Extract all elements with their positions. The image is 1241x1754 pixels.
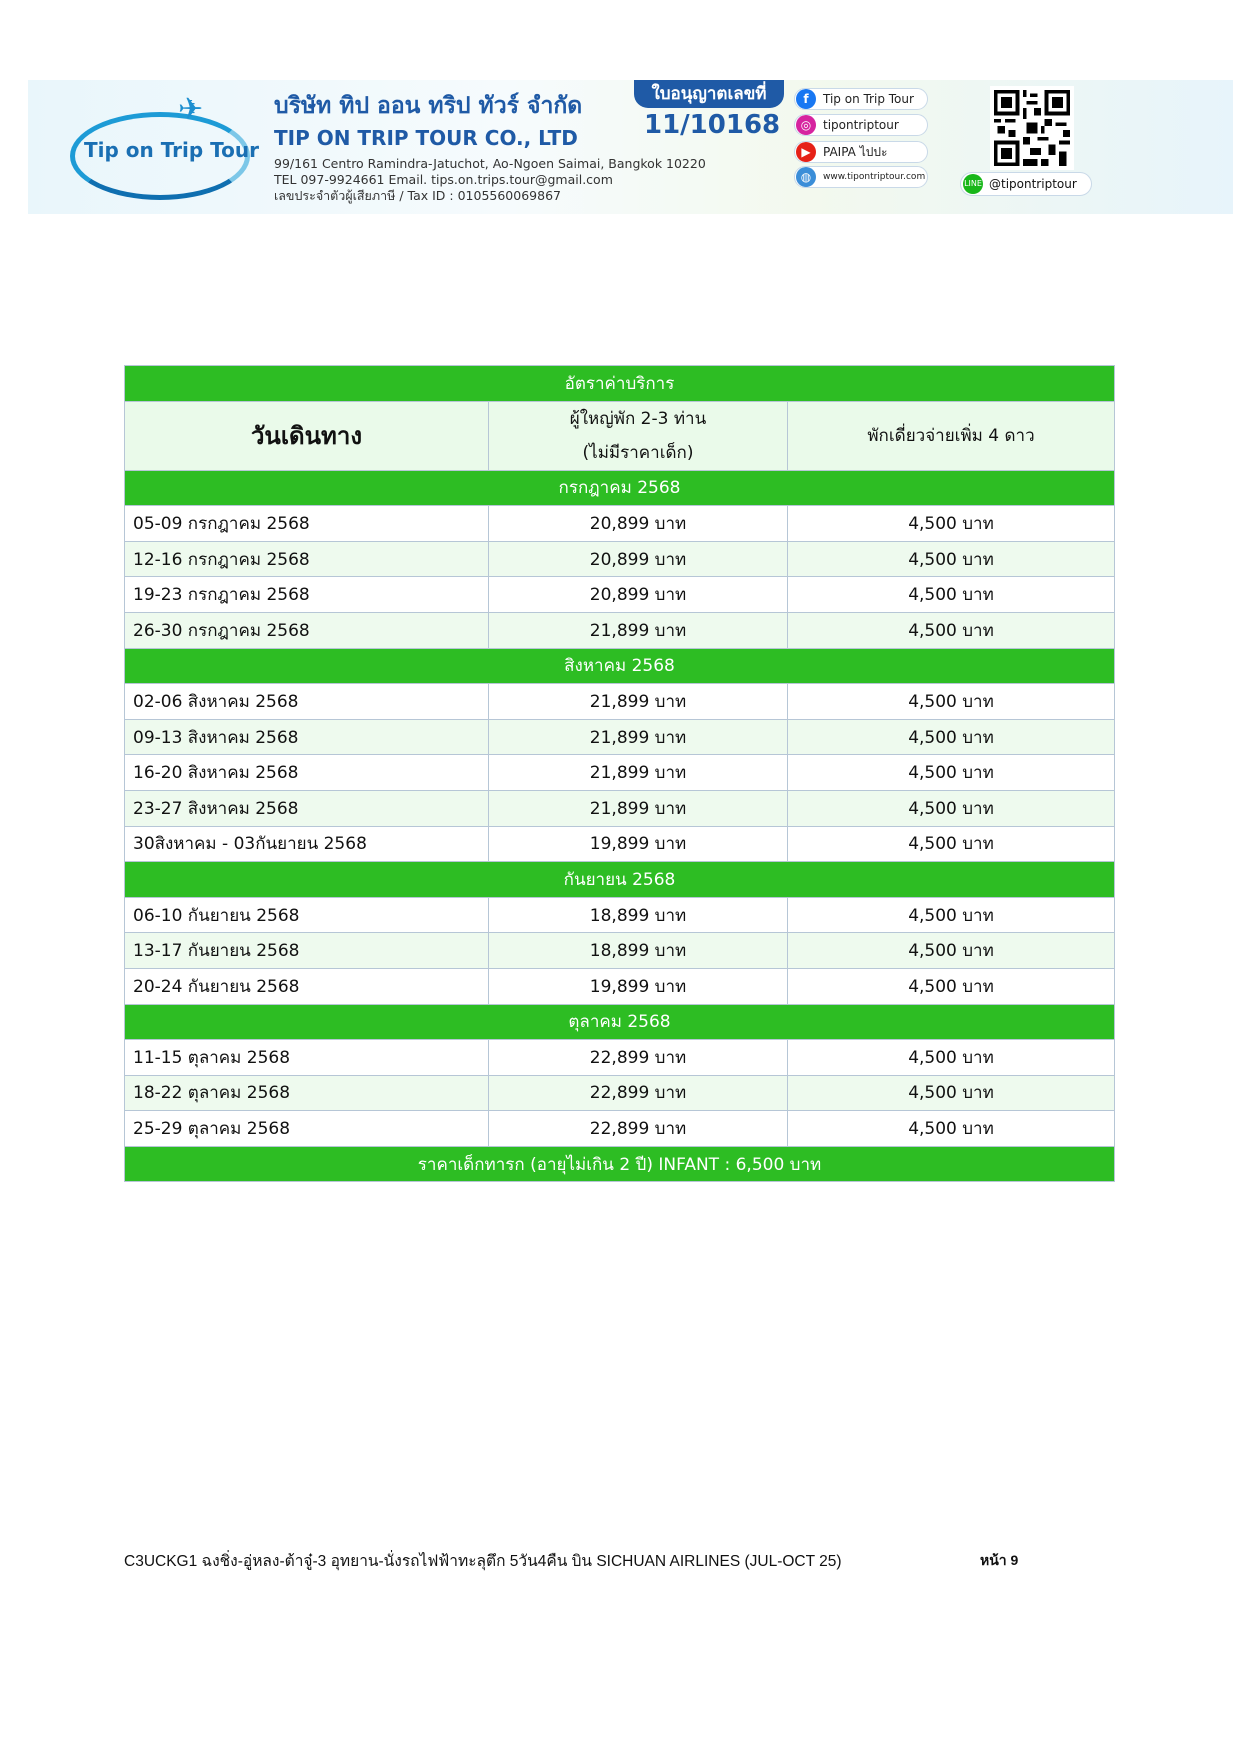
adult-price-cell: 20,899 บาท [489,506,788,542]
adult-price-cell: 20,899 บาท [489,541,788,577]
single-supplement-cell: 4,500 บาท [788,1075,1115,1111]
company-address: 99/161 Centro Ramindra-Jatuchot, Ao-Ngoen Saimai, Bangkok 10220 [274,156,706,171]
col-header-adult [489,401,788,470]
adult-price-cell: 22,899 บาท [489,1040,788,1076]
travel-date-cell: 05-09 กรกฎาคม 2568 [125,506,489,542]
travel-date-cell: 18-22 ตุลาคม 2568 [125,1075,489,1111]
instagram-link[interactable] [794,114,928,136]
web-icon: ◍ [796,167,816,187]
single-supplement-cell: 4,500 บาท [788,577,1115,613]
license-label: ใบอนุญาตเลขที่ [634,80,784,108]
table-row [125,1040,1115,1076]
month-header-row [125,648,1115,684]
website-link[interactable] [794,166,928,188]
month-header-row [125,862,1115,898]
table-row [125,790,1115,826]
table-title-row [125,366,1115,402]
youtube-label: PAIPA ไปปะ [823,145,888,159]
adult-price-cell: 18,899 บาท [489,933,788,969]
travel-date-cell: 30สิงหาคม - 03กันยายน 2568 [125,826,489,862]
month-header-row [125,1004,1115,1040]
table-row [125,577,1115,613]
table-row [125,541,1115,577]
travel-date-cell: 11-15 ตุลาคม 2568 [125,1040,489,1076]
col-header-adult-line1: ผู้ใหญ่พัก 2-3 ท่าน [569,408,707,429]
adult-price-cell: 21,899 บาท [489,755,788,791]
line-icon: LINE [963,174,983,194]
month-header: สิงหาคม 2568 [125,648,1115,684]
adult-price-cell: 20,899 บาท [489,577,788,613]
table-row [125,1111,1115,1147]
month-header: ตุลาคม 2568 [125,1004,1115,1040]
single-supplement-cell: 4,500 บาท [788,755,1115,791]
adult-price-cell: 19,899 บาท [489,826,788,862]
price-table [124,365,1115,1182]
month-header-row [125,470,1115,506]
single-supplement-cell: 4,500 บาท [788,612,1115,648]
single-supplement-cell: 4,500 บาท [788,684,1115,720]
travel-date-cell: 20-24 กันยายน 2568 [125,968,489,1004]
single-supplement-cell: 4,500 บาท [788,719,1115,755]
website-label: www.tipontriptour.com [823,172,926,182]
page-number: หน้า 9 [980,1552,1019,1568]
single-supplement-cell: 4,500 บาท [788,790,1115,826]
adult-price-cell: 21,899 บาท [489,719,788,755]
company-name-en: TIP ON TRIP TOUR CO., LTD [274,126,578,150]
table-row [125,612,1115,648]
travel-date-cell: 19-23 กรกฎาคม 2568 [125,577,489,613]
table-header-row [125,401,1115,470]
company-logo [68,92,259,202]
company-contact: TEL 097-9924661 Email. tips.on.trips.tour@gmail.com [274,172,613,187]
travel-date-cell: 12-16 กรกฎาคม 2568 [125,541,489,577]
table-row [125,897,1115,933]
single-supplement-cell: 4,500 บาท [788,541,1115,577]
infant-note: ราคาเด็กทารก (อายุไม่เกิน 2 ปี) INFANT : 6,500 บาท [125,1146,1115,1182]
single-supplement-cell: 4,500 บาท [788,897,1115,933]
adult-price-cell: 22,899 บาท [489,1075,788,1111]
instagram-label: tipontriptour [823,118,899,132]
travel-date-cell: 16-20 สิงหาคม 2568 [125,755,489,791]
line-link[interactable] [960,172,1092,196]
instagram-icon: ◎ [796,115,816,135]
col-header-adult-line2: (ไม่มีราคาเด็ก) [582,442,694,463]
travel-date-cell: 13-17 กันยายน 2568 [125,933,489,969]
logo-text: Tip on Trip Tour [84,138,259,162]
facebook-icon: f [796,89,816,109]
youtube-link[interactable] [794,141,928,163]
header-banner [28,80,1233,214]
table-row [125,506,1115,542]
youtube-icon: ▶ [796,142,816,162]
adult-price-cell: 21,899 บาท [489,612,788,648]
month-header: กันยายน 2568 [125,862,1115,898]
adult-price-cell: 18,899 บาท [489,897,788,933]
plane-icon: ✈ [178,92,204,127]
col-header-single: พักเดี่ยวจ่ายเพิ่ม 4 ดาว [788,401,1115,470]
company-name-th: บริษัท ทิป ออน ทริป ทัวร์ จำกัด [274,93,583,119]
table-row [125,826,1115,862]
single-supplement-cell: 4,500 บาท [788,1111,1115,1147]
facebook-link[interactable] [794,88,928,110]
adult-price-cell: 21,899 บาท [489,684,788,720]
travel-date-cell: 09-13 สิงหาคม 2568 [125,719,489,755]
program-footer: C3UCKG1 ฉงชิ่ง-อู่หลง-ต้าจู๋-3 อุทยาน-นั่งรถไฟฟ้าทะลุตึก 5วัน4คืน บิน SICHUAN AIRLINES (JUL-OCT 25) [124,1553,842,1570]
line-label: @tipontriptour [989,177,1077,191]
infant-note-row [125,1146,1115,1182]
table-row [125,684,1115,720]
facebook-label: Tip on Trip Tour [823,92,914,106]
table-row [125,755,1115,791]
table-row [125,933,1115,969]
travel-date-cell: 23-27 สิงหาคม 2568 [125,790,489,826]
adult-price-cell: 19,899 บาท [489,968,788,1004]
table-title: อัตราค่าบริการ [125,366,1115,402]
single-supplement-cell: 4,500 บาท [788,506,1115,542]
col-header-date: วันเดินทาง [125,401,489,470]
travel-date-cell: 06-10 กันยายน 2568 [125,897,489,933]
license-number: 11/10168 [644,110,781,140]
company-tax-id: เลขประจำตัวผู้เสียภาษี / Tax ID : 0105560069867 [274,188,561,203]
month-header: กรกฎาคม 2568 [125,470,1115,506]
qr-code [990,86,1074,170]
adult-price-cell: 21,899 บาท [489,790,788,826]
single-supplement-cell: 4,500 บาท [788,968,1115,1004]
single-supplement-cell: 4,500 บาท [788,933,1115,969]
travel-date-cell: 25-29 ตุลาคม 2568 [125,1111,489,1147]
single-supplement-cell: 4,500 บาท [788,826,1115,862]
single-supplement-cell: 4,500 บาท [788,1040,1115,1076]
table-row [125,719,1115,755]
travel-date-cell: 02-06 สิงหาคม 2568 [125,684,489,720]
travel-date-cell: 26-30 กรกฎาคม 2568 [125,612,489,648]
adult-price-cell: 22,899 บาท [489,1111,788,1147]
table-row [125,968,1115,1004]
table-row [125,1075,1115,1111]
